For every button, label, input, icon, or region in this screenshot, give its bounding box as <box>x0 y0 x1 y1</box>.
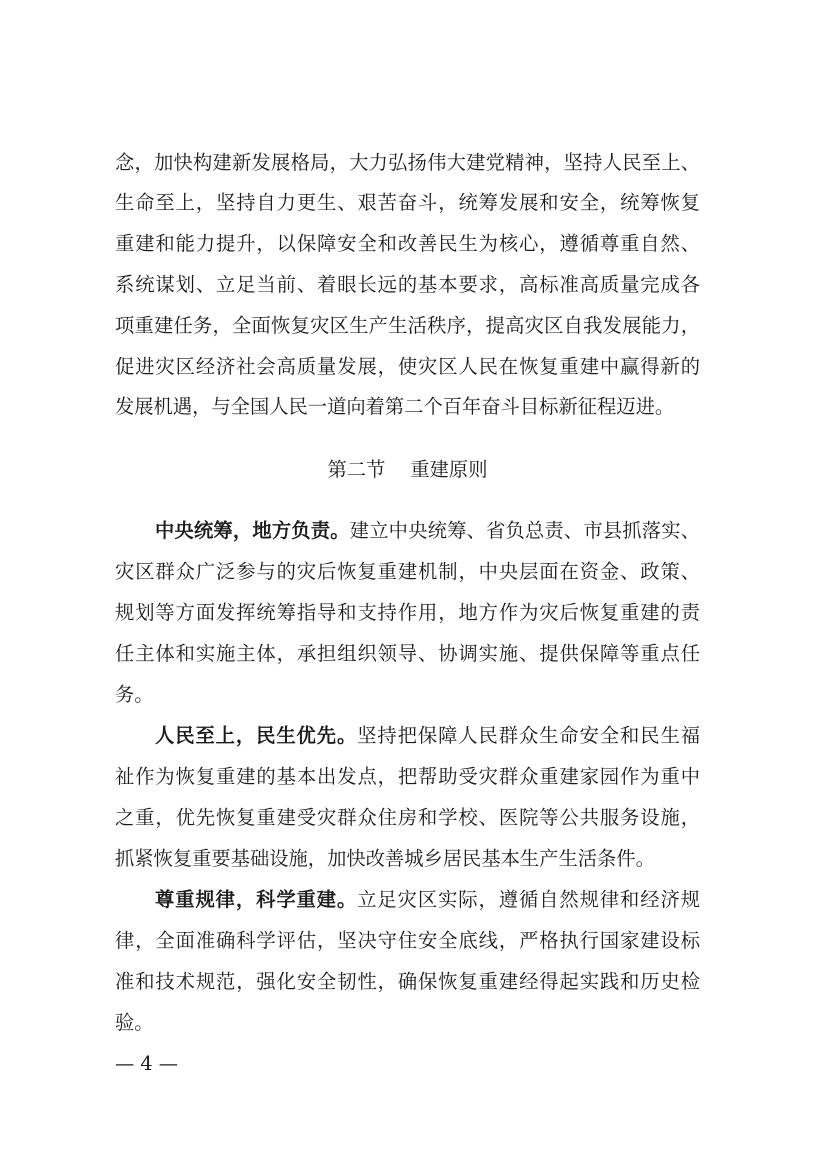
text-line: 念，加快构建新发展格局，大力弘扬伟大建党精神，坚持人民至上、 <box>115 150 700 174</box>
text-line: 律，全面准确科学评估，坚决守住安全底线，严格执行国家建设标 <box>115 928 700 952</box>
section-title: 重建原则 <box>410 457 488 481</box>
text-line: 之重，优先恢复重建受灾群众住房和学校、医院等公共服务设施， <box>115 805 700 829</box>
text-line: 任主体和实施主体，承担组织领导、协调实施、提供保障等重点任 <box>115 641 700 665</box>
text-line: 抓紧恢复重要基础设施，加快改善城乡居民基本生产生活条件。 <box>115 846 655 870</box>
text-line: 祉作为恢复重建的基本出发点，把帮助受灾群众重建家园作为重中 <box>115 764 700 788</box>
principle-lead: 人民至上，民生优先。 <box>155 723 358 747</box>
principle-lead: 中央统筹，地方负责。 <box>155 518 350 542</box>
principle-text: 建立中央统筹、省负总责、市县抓落实、 <box>349 518 701 542</box>
principle-lead: 尊重规律，科学重建。 <box>155 887 358 911</box>
text-line: 生命至上，坚持自力更生、艰苦奋斗，统筹发展和安全，统筹恢复 <box>115 191 700 215</box>
principle-first-line <box>115 510 700 551</box>
principle-first-line <box>115 715 700 756</box>
text-line: 发展机遇，与全国人民一道向着第二个百年奋斗目标新征程迈进。 <box>115 395 675 419</box>
section-number: 第二节 <box>327 457 386 481</box>
text-line: 重建和能力提升，以保障安全和改善民生为核心，遵循尊重自然、 <box>115 232 700 256</box>
principle-first-line <box>115 879 700 920</box>
text-line: 准和技术规范，强化安全韧性，确保恢复重建经得起实践和历史检 <box>115 969 700 993</box>
text-line: 项重建任务，全面恢复灾区生产生活秩序，提高灾区自我发展能力， <box>115 313 700 337</box>
text-line: 促进灾区经济社会高质量发展，使灾区人民在恢复重建中赢得新的 <box>115 354 700 378</box>
section-heading <box>115 449 700 490</box>
text-line: 规划等方面发挥统筹指导和支持作用，地方作为灾后恢复重建的责 <box>115 600 700 624</box>
principle-text: 坚持把保障人民群众生命安全和民生福 <box>357 723 701 747</box>
text-line: 系统谋划、立足当前、着眼长远的基本要求，高标准高质量完成各 <box>115 272 700 296</box>
text-line: 灾区群众广泛参与的灾后恢复重建机制，中央层面在资金、政策、 <box>115 559 700 583</box>
intro-paragraph <box>115 143 700 429</box>
text-line: 验。 <box>115 1010 154 1034</box>
text-line: 务。 <box>115 682 154 706</box>
principle-text: 立足灾区实际，遵循自然规律和经济规 <box>357 887 701 911</box>
page-number: — 4 — <box>115 1052 179 1075</box>
principles-section <box>115 510 700 1043</box>
